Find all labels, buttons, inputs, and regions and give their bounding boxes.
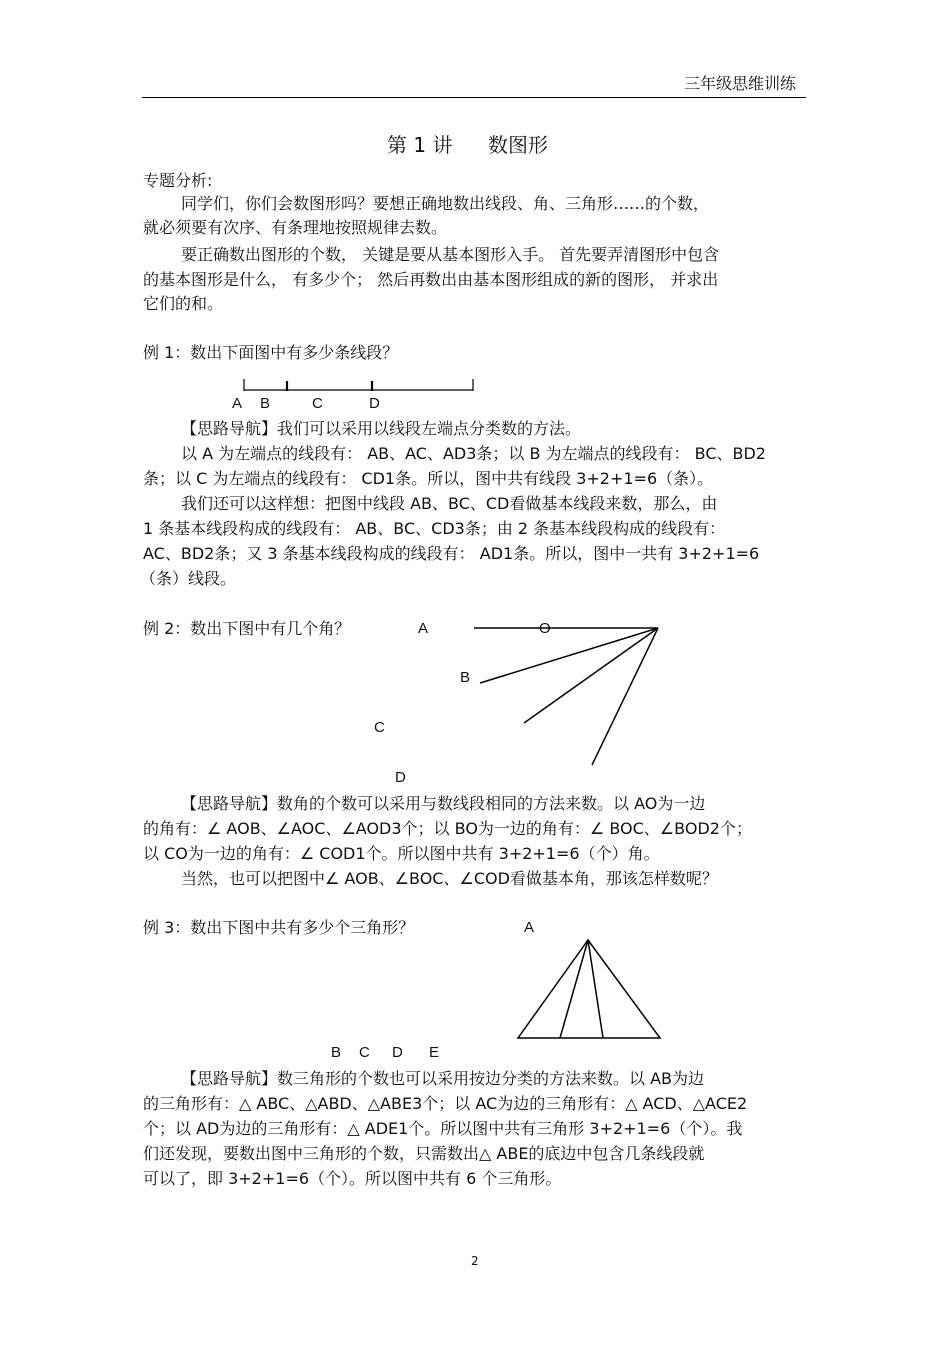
example-3-line: 个；以 AD为边的三角形有：△ ADE1个。所以图中共有三角形 3+2+1=6（个）。我 (143, 1119, 743, 1138)
example-2-hint: 【思路导航】数角的个数可以采用与数线段相同的方法来数。以 AO为一边 (181, 794, 706, 813)
point-label-a: A (232, 395, 243, 412)
vertex-label-o: O (539, 620, 551, 637)
triangle-label-d: D (392, 1044, 403, 1061)
analysis-heading: 专题分析: (143, 171, 213, 190)
triangle-label-a: A (524, 919, 535, 936)
example-3-line: 可以了，即 3+2+1=6（个）。所以图中共有 6 个三角形。 (143, 1169, 562, 1188)
ray-label-a: A (418, 620, 429, 637)
example-3-hint: 【思路导航】数三角形的个数也可以采用按边分类的方法来数。以 AB为边 (181, 1069, 705, 1088)
analysis-line: 它们的和。 (143, 294, 224, 313)
ray-ob (480, 628, 658, 683)
example-3-line: 的三角形有：△ ABC、△ABD、△ABE3个；以 AC为边的三角形有：△ ACD、△ACE2 (143, 1094, 748, 1113)
example-1-question: 例 1：数出下面图中有多少条线段？ (143, 343, 399, 362)
running-header: 三年级思维训练 (684, 74, 797, 93)
segment-diagram (244, 379, 473, 391)
page-number: 2 (471, 1254, 479, 1268)
triangle-abe (518, 940, 660, 1038)
segment-ad (588, 940, 603, 1038)
analysis-line: 同学们，你们会数图形吗？要想正确地数出线段、角、三角形……的个数， (181, 194, 710, 213)
triangle-label-c: C (359, 1044, 370, 1061)
example-2-line: 以 CO为一边的角有：∠ COD1个。所以图中共有 3+2+1=6（个）角。 (143, 844, 660, 863)
example-1-line: 我们还可以这样想：把图中线段 AB、BC、CD看做基本线段来数，那么，由 (181, 494, 718, 513)
example-3-question: 例 3：数出下图中共有多少个三角形？ (143, 918, 415, 937)
analysis-line: 要正确数出图形的个数， 关键是要从基本图形入手。 首先要弄清图形中包含 (181, 245, 720, 264)
point-label-c: C (312, 395, 323, 412)
example-2-line: 当然，也可以把图中∠ AOB、∠BOC、∠COD看做基本角，那该怎样数呢？ (181, 869, 718, 888)
page-title: 数图形 (488, 133, 548, 157)
point-label-b: B (260, 395, 271, 412)
example-1-line: AC、BD2条；又 3 条基本线段构成的线段有： AD1条。所以，图中一共有 3+2+1=6 (143, 544, 760, 563)
angle-diagram (474, 628, 658, 765)
analysis-line: 就必须要有次序、有条理地按照规律去数。 (143, 218, 448, 237)
analysis-line: 的基本图形是什么， 有多少个； 然后再数出由基本图形组成的新的图形， 并求出 (143, 270, 719, 289)
triangle-diagram (518, 940, 660, 1038)
example-1-line: 1 条基本线段构成的线段有： AB、BC、CD3条；由 2 条基本线段构成的线段有： (143, 519, 726, 538)
example-1-line: （条）线段。 (140, 569, 237, 588)
point-label-d: D (369, 395, 380, 412)
example-1-line: 以 A 为左端点的线段有： AB、AC、AD3条；以 B 为左端点的线段有： BC、BD2 (181, 444, 766, 463)
ray-od (592, 628, 658, 765)
example-1-line: 条；以 C 为左端点的线段有： CD1条。所以，图中共有线段 3+2+1=6（条）。 (143, 469, 714, 488)
example-3-line: 们还发现，要数出图中三角形的个数，只需数出△ ABE的底边中包含几条线段就 (143, 1144, 705, 1163)
ray-oc (524, 628, 658, 723)
example-2-line: 的角有：∠ AOB、∠AOC、∠AOD3个；以 BO为一边的角有：∠ BOC、∠BOD2个； (143, 819, 752, 838)
ray-label-d: D (395, 769, 406, 786)
triangle-label-b: B (331, 1044, 342, 1061)
ray-label-b: B (460, 669, 471, 686)
example-1-hint: 【思路导航】我们可以采用以线段左端点分类数的方法。 (181, 419, 582, 438)
triangle-label-e: E (429, 1044, 440, 1061)
ray-label-c: C (374, 719, 385, 736)
segment-ac (560, 940, 588, 1038)
example-2-question: 例 2：数出下图中有几个角？ (143, 619, 351, 638)
lesson-number: 第 1 讲 (387, 133, 453, 157)
